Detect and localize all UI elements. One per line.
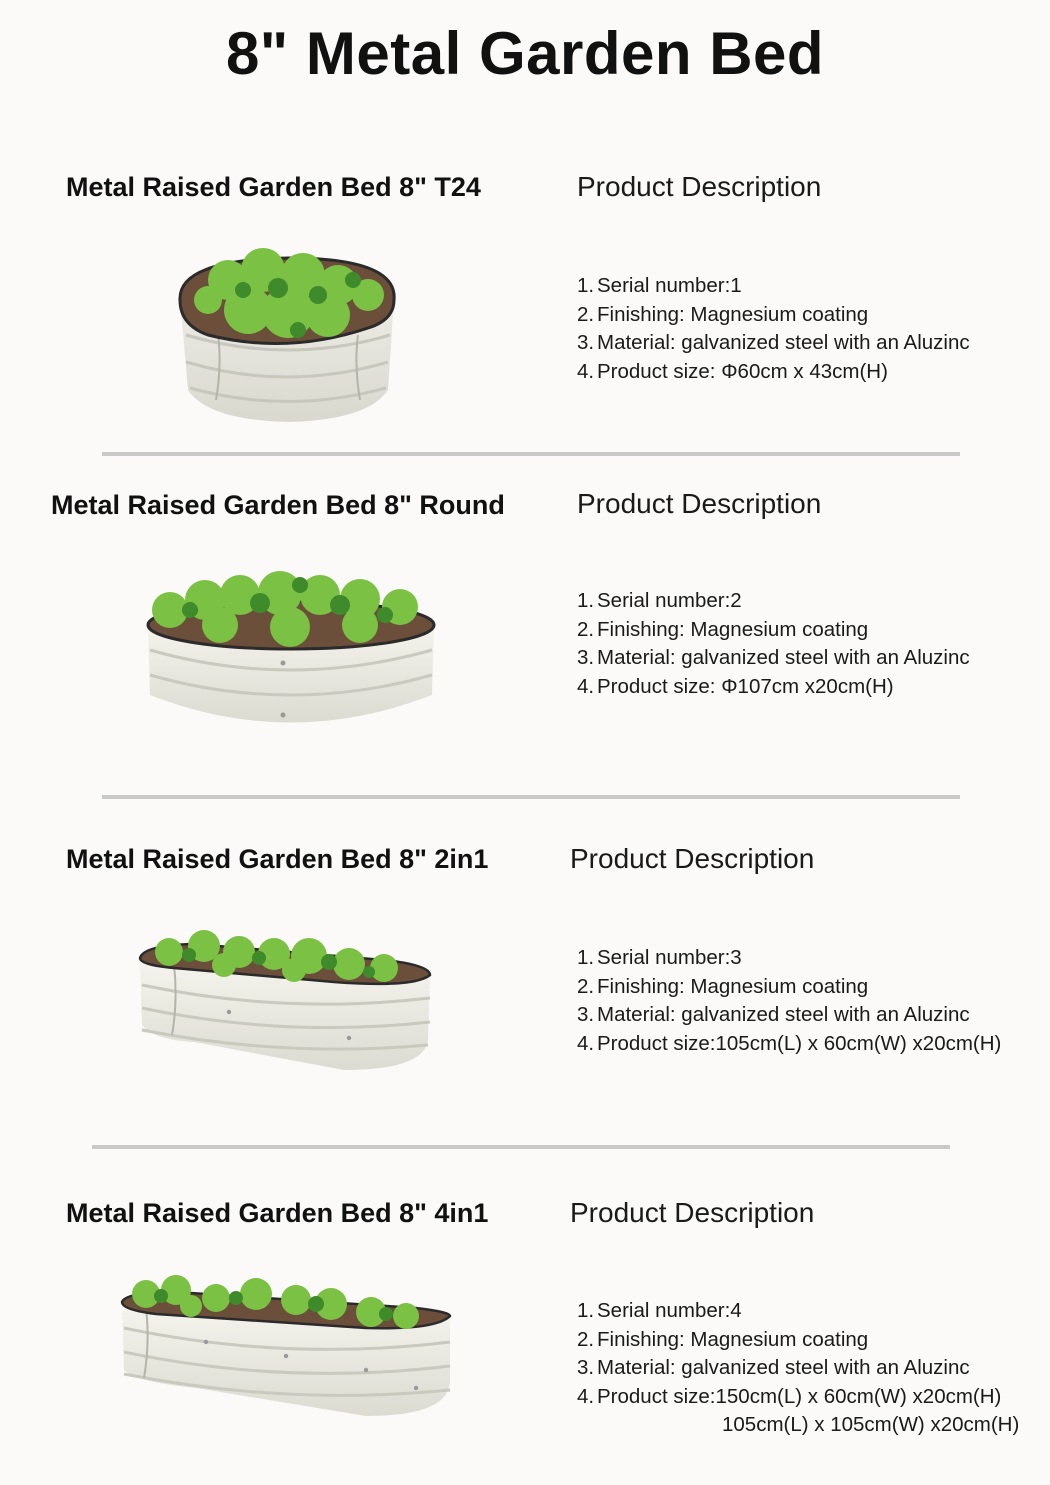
spec-item: 1. Serial number:1 — [577, 274, 742, 297]
spec-item-continuation: 105cm(L) x 105cm(W) x20cm(H) — [722, 1413, 1020, 1436]
garden-bed-round-image — [140, 565, 440, 735]
garden-bed-t24-image — [168, 240, 408, 425]
product-title: Metal Raised Garden Bed 8" 2in1 — [66, 844, 489, 874]
product-title: Metal Raised Garden Bed 8" T24 — [66, 172, 481, 202]
product-title: Metal Raised Garden Bed 8" Round — [51, 490, 505, 520]
description-heading: Product Description — [577, 488, 822, 519]
section-divider — [92, 1145, 950, 1149]
spec-item: 2. Finishing: Magnesium coating — [577, 974, 869, 998]
spec-item: 2. Finishing: Magnesium coating — [577, 1327, 869, 1351]
spec-item: 1. Serial number:2 — [577, 589, 742, 612]
spec-item: 2. Finishing: Magnesium coating — [577, 617, 869, 641]
spec-list — [577, 587, 970, 701]
description-heading: Product Description — [570, 843, 815, 874]
section-divider — [102, 452, 960, 456]
spec-list — [577, 272, 970, 386]
description-heading: Product Description — [577, 171, 822, 202]
spec-item: 1. Serial number:4 — [577, 1299, 742, 1322]
spec-item: 1. Serial number:3 — [577, 946, 742, 969]
spec-item: 4. Product size:105cm(L) x 60cm(W) x20cm(H) — [577, 1031, 1002, 1055]
description-heading: Product Description — [570, 1197, 815, 1228]
garden-bed-4in1-image — [116, 1270, 456, 1420]
spec-item: 4. Product size: Φ60cm x 43cm(H) — [577, 359, 888, 383]
spec-item: 4. Product size: Φ107cm x20cm(H) — [577, 674, 894, 698]
spec-list — [577, 1297, 1019, 1440]
spec-item: 3. Material: galvanized steel with an Aluzinc — [577, 1356, 970, 1379]
product-title: Metal Raised Garden Bed 8" 4in1 — [66, 1198, 489, 1228]
spec-item: 2. Finishing: Magnesium coating — [577, 302, 869, 326]
spec-list — [577, 944, 1001, 1058]
spec-item: 3. Material: galvanized steel with an Aluzinc — [577, 331, 970, 354]
spec-item: 4. Product size:150cm(L) x 60cm(W) x20cm(H) — [577, 1384, 1002, 1408]
garden-bed-2in1-image — [134, 930, 434, 1075]
section-divider — [102, 795, 960, 799]
spec-item: 3. Material: galvanized steel with an Aluzinc — [577, 646, 970, 669]
spec-item: 3. Material: galvanized steel with an Aluzinc — [577, 1003, 970, 1026]
page-title: 8" Metal Garden Bed — [225, 20, 825, 87]
